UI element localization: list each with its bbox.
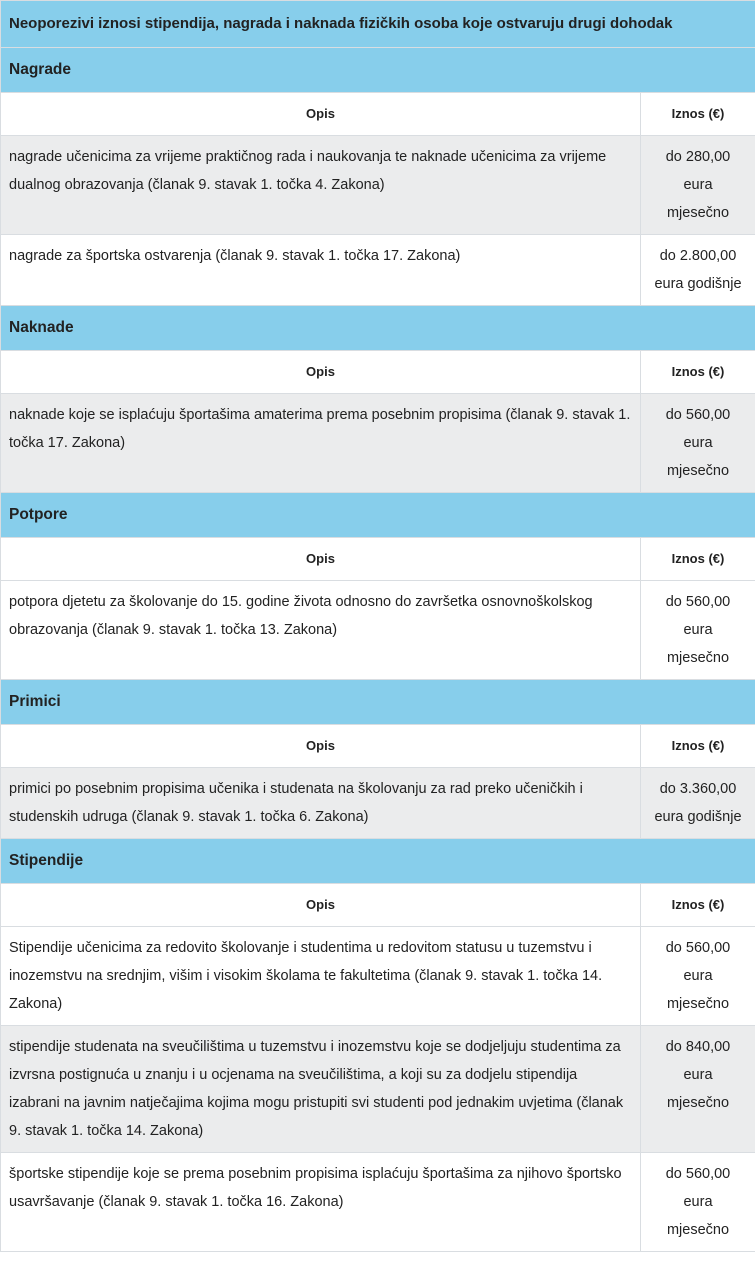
row-amount — [641, 927, 755, 1026]
row-amount — [641, 768, 755, 839]
header-opis: Opis — [1, 725, 641, 768]
amount-unit: eura — [683, 1194, 713, 1210]
amount-unit: eura godišnje — [654, 809, 742, 825]
amount-value: do 560,00 — [665, 1166, 731, 1182]
header-iznos: Iznos (€) — [641, 351, 755, 394]
amount-value: do 560,00 — [665, 407, 731, 423]
column-header-row — [1, 725, 755, 768]
row-description: športske stipendije koje se prema posebnim propisima isplaćuju športašima za njihovo športsko usavršavanje (članak 9. stavak 1. točka 16. Zakona) — [1, 1153, 641, 1252]
amount-unit: eura — [683, 1067, 713, 1083]
row-amount — [641, 394, 755, 493]
amount-value: do 840,00 — [665, 1039, 731, 1055]
section-heading: Primici — [1, 680, 755, 725]
header-iznos: Iznos (€) — [641, 538, 755, 581]
table-row — [1, 768, 755, 839]
section-primici — [1, 680, 755, 725]
row-amount — [641, 1026, 755, 1153]
row-description: nagrade učenicima za vrijeme praktičnog rada i naukovanja te naknade učenicima za vrijeme dualnog obrazovanja (članak 9. stavak 1. točka 4. Zakona) — [1, 136, 641, 235]
table-row — [1, 1153, 755, 1252]
section-nagrade — [1, 48, 755, 93]
amount-unit: eura — [683, 435, 713, 451]
section-heading: Nagrade — [1, 48, 755, 93]
row-description: stipendije studenata na sveučilištima u tuzemstvu i inozemstvu koje se dodjeljuju studentima za izvrsna postignuća u znanju i u ocjenama na sveučilištima, a koji su za dodjelu stipendija izabrani na javnim natječajima kojima mogu pristupiti svi studenti pod jednakim uvjetima (članak 9. stavak 1. točka 14. Zakona) — [1, 1026, 641, 1153]
row-description: nagrade za športska ostvarenja (članak 9. stavak 1. točka 17. Zakona) — [1, 235, 641, 306]
amount-period: mjesečno — [666, 1095, 730, 1111]
table-row — [1, 235, 755, 306]
table-row — [1, 394, 755, 493]
row-description: naknade koje se isplaćuju športašima amaterima prema posebnim propisima (članak 9. stavak 1. točka 17. Zakona) — [1, 394, 641, 493]
amount-unit: eura — [683, 622, 713, 638]
table-title-row — [1, 1, 755, 48]
amount-value: do 280,00 — [665, 149, 731, 165]
section-heading: Stipendije — [1, 839, 755, 884]
amount-value: do 560,00 — [665, 594, 731, 610]
column-header-row — [1, 884, 755, 927]
table-row — [1, 581, 755, 680]
row-amount — [641, 235, 755, 306]
section-naknade — [1, 306, 755, 351]
header-iznos: Iznos (€) — [641, 93, 755, 136]
column-header-row — [1, 351, 755, 394]
amount-period: mjesečno — [666, 205, 730, 221]
table-row — [1, 136, 755, 235]
amount-unit: eura — [683, 968, 713, 984]
column-header-row — [1, 93, 755, 136]
row-amount — [641, 1153, 755, 1252]
section-stipendije — [1, 839, 755, 884]
amount-value: do 3.360,00 — [659, 781, 737, 797]
row-amount — [641, 581, 755, 680]
amount-period: mjesečno — [666, 996, 730, 1012]
amount-period: mjesečno — [666, 463, 730, 479]
column-header-row — [1, 538, 755, 581]
table-row — [1, 927, 755, 1026]
amount-value: do 2.800,00 — [659, 248, 737, 264]
section-heading: Naknade — [1, 306, 755, 351]
amount-unit: eura — [683, 177, 713, 193]
header-iznos: Iznos (€) — [641, 884, 755, 927]
table-title: Neoporezivi iznosi stipendija, nagrada i naknada fizičkih osoba koje ostvaruju drugi dohodak — [1, 1, 755, 48]
row-description: primici po posebnim propisima učenika i studenata na školovanju za rad preko učeničkih i studenskih udruga (članak 9. stavak 1. točka 6. Zakona) — [1, 768, 641, 839]
header-opis: Opis — [1, 884, 641, 927]
row-description: Stipendije učenicima za redovito školovanje i studentima u redovitom statusu u tuzemstvu i inozemstvu na srednjim, višim i visokim školama te fakultetima (članak 9. stavak 1. točka 14. Zakona) — [1, 927, 641, 1026]
header-opis: Opis — [1, 93, 641, 136]
amount-unit: eura godišnje — [654, 276, 742, 292]
header-opis: Opis — [1, 538, 641, 581]
header-opis: Opis — [1, 351, 641, 394]
amount-value: do 560,00 — [665, 940, 731, 956]
section-heading: Potpore — [1, 493, 755, 538]
row-description: potpora djetetu za školovanje do 15. godine života odnosno do završetka osnovnoškolskog obrazovanja (članak 9. stavak 1. točka 13. Zakona) — [1, 581, 641, 680]
table-row — [1, 1026, 755, 1153]
amount-period: mjesečno — [666, 1222, 730, 1238]
section-potpore — [1, 493, 755, 538]
amount-period: mjesečno — [666, 650, 730, 666]
header-iznos: Iznos (€) — [641, 725, 755, 768]
row-amount — [641, 136, 755, 235]
